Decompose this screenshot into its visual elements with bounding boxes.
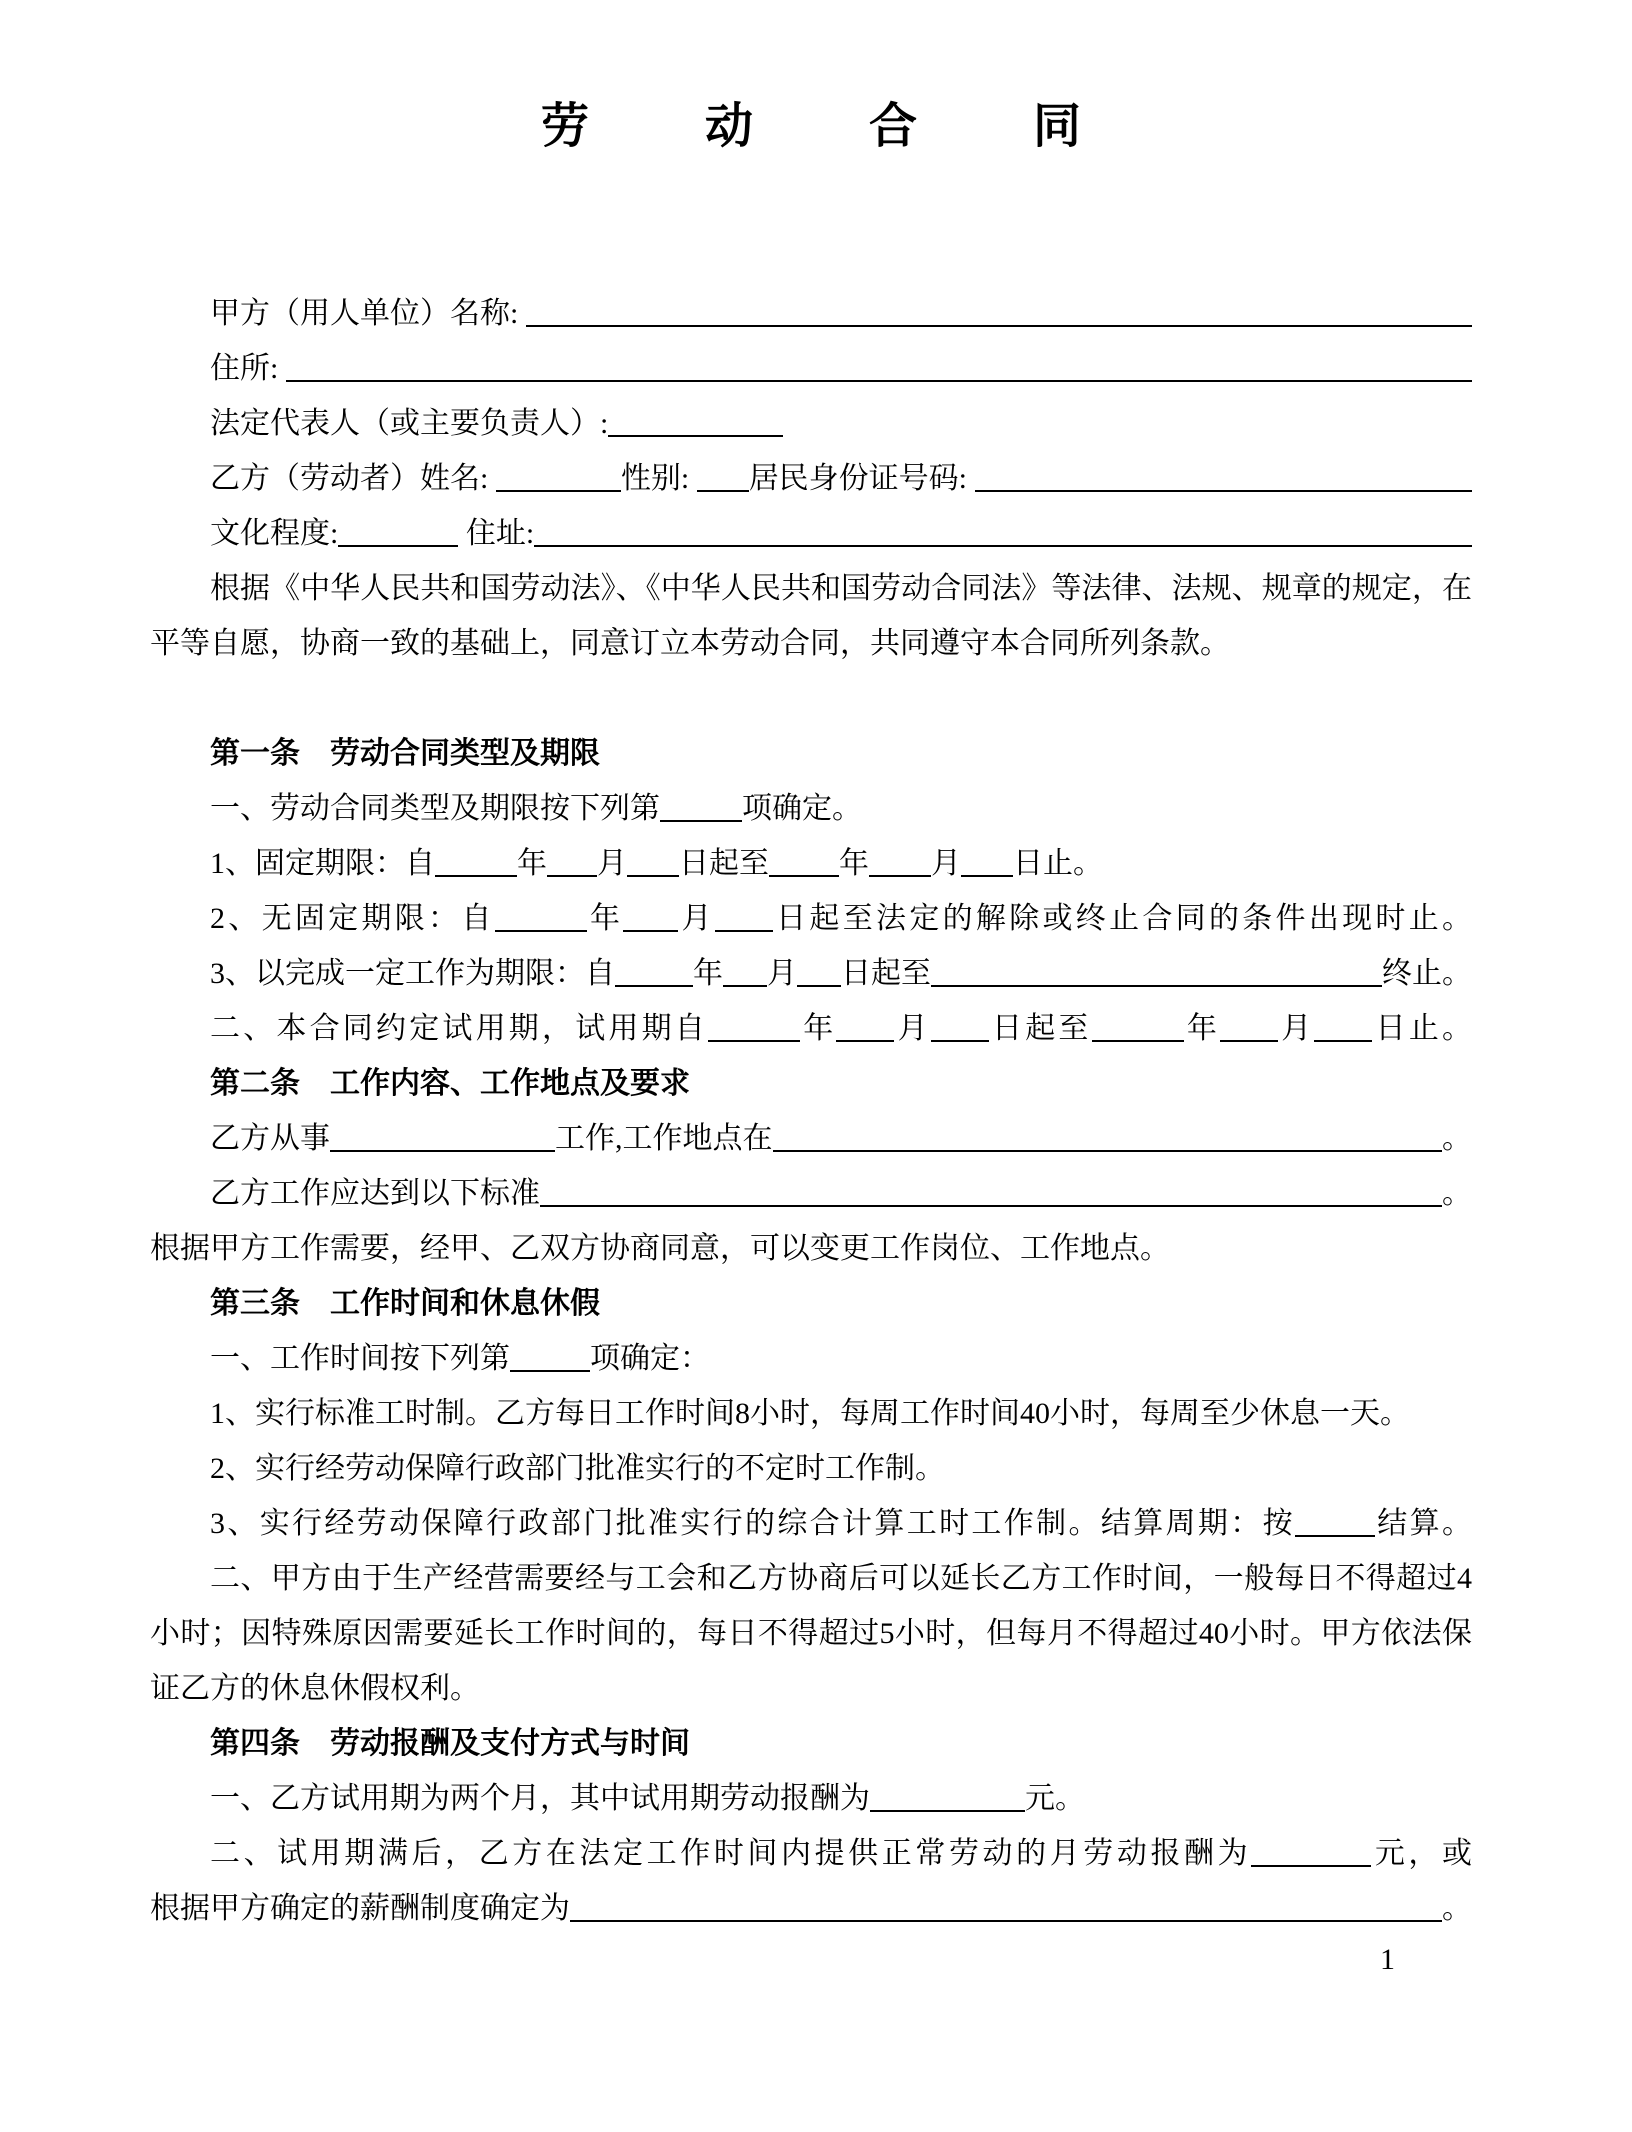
text-segment: 一、工作时间按下列第 [210,1342,510,1375]
text-segment: 一、乙方试用期为两个月，其中试用期劳动报酬为 [210,1782,870,1815]
text-segment: 工作,工作地点在 [555,1122,773,1155]
party-a-address-line [150,341,1472,396]
text-segment: 日止。 [1013,847,1103,880]
text-segment: 文化程度: [210,517,339,550]
text-segment: 元。 [1025,1782,1085,1815]
text-segment: 年 [1183,1012,1221,1045]
text-segment: 。 [1442,1122,1472,1155]
blank-field[interactable] [1314,1039,1372,1042]
text-segment: 住址: [458,517,535,550]
clause-4-2-continuation-line [150,1881,1472,1936]
blank-field[interactable] [869,874,931,877]
blank-field[interactable] [608,434,783,437]
text-segment: 年 [800,1012,837,1045]
page-number: 1 [1380,1943,1395,1976]
text-segment: 3、实行经劳动保障行政部门批准实行的综合计算工时工作制。结算周期：按 [210,1507,1295,1540]
text-segment: 日止。 [1372,1012,1473,1045]
article-3-heading: 第三条 工作时间和休息休假 [210,1287,600,1320]
blank-field[interactable] [338,544,458,547]
clause-1-1-item-3-line [150,946,1472,1001]
text-segment: 一、劳动合同类型及期限按下列第 [210,792,660,825]
text-segment: 。 [1442,1892,1472,1925]
text-segment: 乙方工作应达到以下标准 [210,1177,540,1210]
blank-field[interactable] [769,874,839,877]
article-2-heading: 第二条 工作内容、工作地点及要求 [210,1067,690,1100]
clause-3-1-item-3-line [150,1496,1472,1551]
blank-field[interactable] [773,1149,1443,1152]
document-title: 劳 动 合 同 [540,100,1133,153]
clause-3-1-line [150,1331,1472,1386]
clause-2-work-line [150,1111,1472,1166]
text-segment: 日起至 [841,957,931,990]
text-segment: 日起至法定的解除或终止合同的条件出现时止。 [772,902,1473,935]
clause-3-1-item-1-line [150,1386,1472,1441]
text-segment: 2、无固定期限：自 [210,902,495,935]
blank-field[interactable] [1251,1864,1371,1867]
article-4-heading: 第四条 劳动报酬及支付方式与时间 [210,1727,690,1760]
blank-field[interactable] [931,1039,989,1042]
text-segment: 年 [517,847,547,880]
text-segment: 月 [767,957,797,990]
blank-field[interactable] [627,874,679,877]
blank-field[interactable] [931,984,1382,987]
blank-line [150,671,1472,726]
blank-field[interactable] [660,819,742,822]
text-segment: 1、固定期限：自 [210,847,435,880]
party-b-education-line [150,506,1472,561]
text-segment: 年 [839,847,869,880]
text-segment: 2、实行经劳动保障行政部门批准实行的不定时工作制。 [210,1452,945,1485]
clause-3-1-item-2-line [150,1441,1472,1496]
text-segment: 法定代表人（或主要负责人）: [210,407,609,440]
text-segment: 日起至 [988,1012,1092,1045]
blank-field[interactable] [975,489,1472,492]
text-segment: 年 [586,902,624,935]
blank-field[interactable] [708,1039,800,1042]
blank-field[interactable] [570,1919,1442,1922]
clause-2-continuation-line [150,1221,1472,1276]
blank-field[interactable] [836,1039,894,1042]
text-segment: 根据甲方工作需要，经甲、乙双方协商同意，可以变更工作岗位、工作地点。 [150,1232,1170,1265]
blank-field[interactable] [534,544,1472,547]
blank-field[interactable] [547,874,597,877]
blank-field[interactable] [540,1204,1442,1207]
blank-field[interactable] [870,1809,1025,1812]
text-segment: 居民身份证号码: [748,462,975,495]
blank-field[interactable] [1295,1534,1375,1537]
text-segment: 终止。 [1382,957,1472,990]
clause-1-2-line [150,1001,1472,1056]
document-body [150,286,1472,1936]
text-segment: 。 [1442,1177,1472,1210]
text-segment: 项确定： [590,1342,710,1375]
text-segment: 乙方（劳动者）姓名: [210,462,496,495]
blank-field[interactable] [510,1369,590,1372]
text-segment: 二、试用期满后，乙方在法定工作时间内提供正常劳动的月劳动报酬为 [210,1837,1252,1870]
text-segment: 性别: [620,462,697,495]
clause-2-standard-line [150,1166,1472,1221]
party-b-identity-line [150,451,1472,506]
clause-3-2-paragraph: 二、甲方由于生产经营需要经与工会和乙方协商后可以延长乙方工作时间，一般每日不得超过4小时；因特殊原因需要延长工作时间的，每日不得超过5小时，但每月不得超过40小时。甲方依法保证乙方的休息休假权利。 [150,1562,1472,1705]
legal-representative-line [150,396,1472,451]
text-segment: 月 [597,847,627,880]
blank-field[interactable] [526,324,1472,327]
text-segment: 月 [1278,1012,1315,1045]
text-segment: 3、以完成一定工作为期限：自 [210,957,615,990]
blank-field[interactable] [797,984,841,987]
preamble-paragraph: 根据《中华人民共和国劳动法》、《中华人民共和国劳动合同法》等法律、法规、规章的规定，在平等自愿，协商一致的基础上，同意订立本劳动合同，共同遵守本合同所列条款。 [150,572,1472,660]
clause-1-1-line [150,781,1472,836]
blank-field[interactable] [715,929,773,932]
clause-4-2-line [150,1826,1472,1881]
text-segment: 1、实行标准工时制。乙方每日工作时间8小时，每周工作时间40小时，每周至少休息一天。 [210,1397,1410,1430]
blank-field[interactable] [697,489,749,492]
blank-field[interactable] [1220,1039,1278,1042]
text-segment: 月 [894,1012,931,1045]
text-segment: 住所: [210,352,286,385]
text-segment: 根据甲方确定的薪酬制度确定为 [150,1892,570,1925]
blank-field[interactable] [1092,1039,1184,1042]
text-segment: 乙方从事 [210,1122,330,1155]
blank-field[interactable] [435,874,517,877]
text-segment: 甲方（用人单位）名称: [210,297,526,330]
text-segment: 月 [678,902,715,935]
clause-1-1-item-1-line [150,836,1472,891]
blank-field[interactable] [723,984,767,987]
text-segment: 日起至 [679,847,769,880]
blank-field[interactable] [615,984,693,987]
blank-field[interactable] [330,1149,555,1152]
text-segment: 元，或 [1371,1837,1472,1870]
blank-field[interactable] [496,489,621,492]
text-segment: 年 [693,957,723,990]
blank-field[interactable] [961,874,1013,877]
text-segment: 结算。 [1374,1507,1473,1540]
party-a-name-line [150,286,1472,341]
text-segment: 二、本合同约定试用期，试用期自 [210,1012,708,1045]
text-segment: 项确定。 [742,792,862,825]
blank-field[interactable] [623,929,678,932]
text-segment: 月 [931,847,961,880]
clause-1-1-item-2-line [150,891,1472,946]
blank-field[interactable] [495,929,587,932]
article-1-heading: 第一条 劳动合同类型及期限 [210,737,600,770]
blank-field[interactable] [286,379,1472,382]
clause-4-1-line [150,1771,1472,1826]
